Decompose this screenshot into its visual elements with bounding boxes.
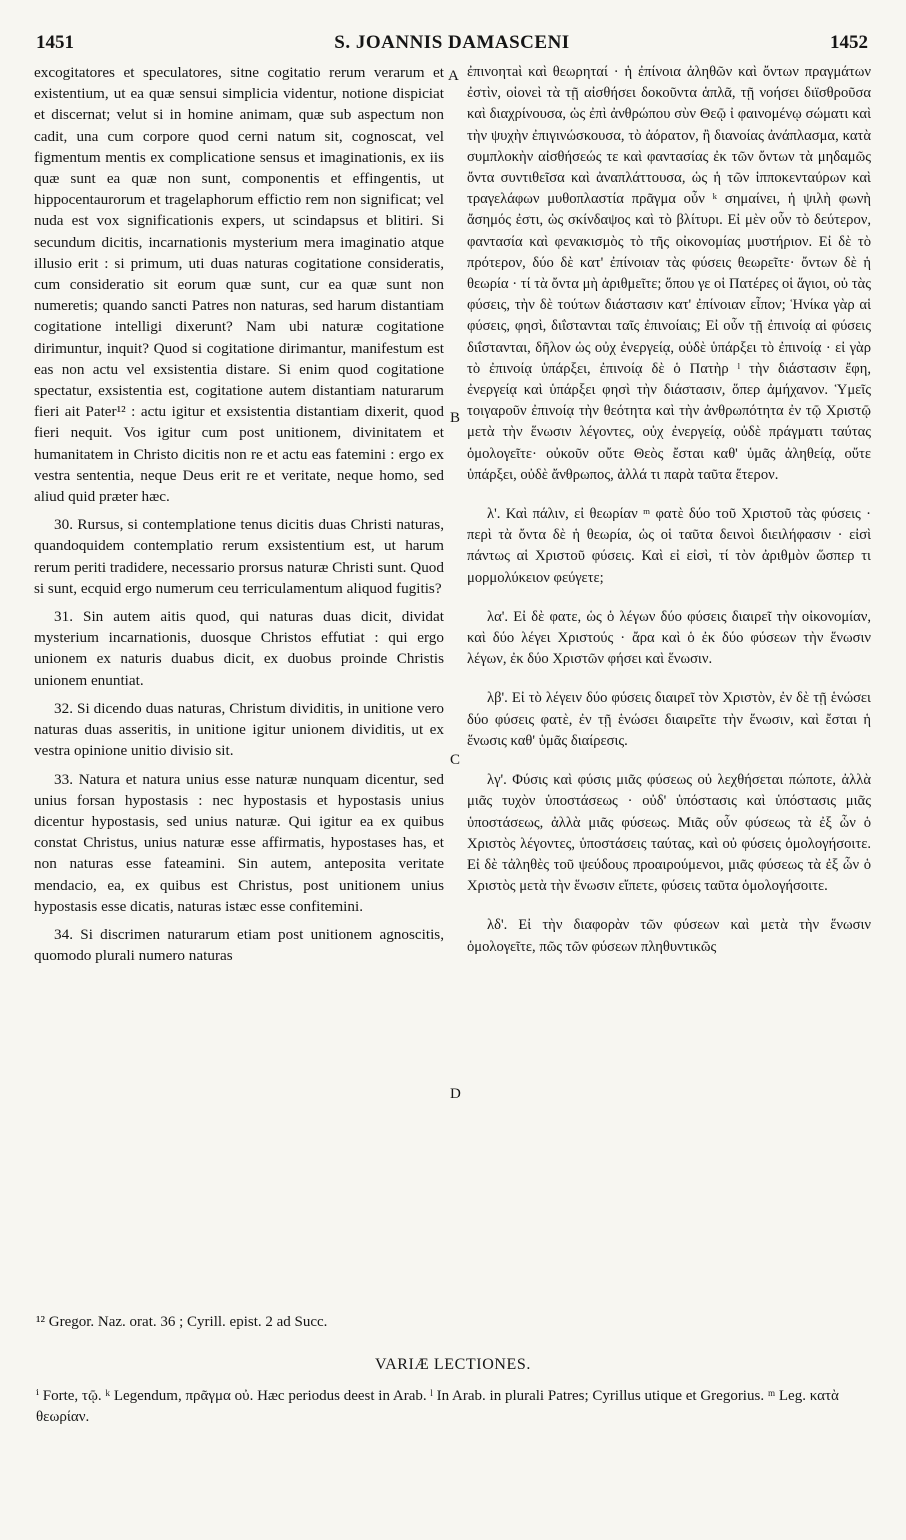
latin-paragraph-33: 33. Natura et natura unius esse naturæ nunquam dicentur, sed unius forsan hypostasis : nec hypostasis et hypostasis unius dicentur hypostasis, sed unius naturæ. Qui igitur ea ex quibus constat Christus, unius naturæ esse affirmatis, hypostases has, et non naturas esse fateamini. Sin autem, anteposita veritate mendacio, ea, ex quibus est Christus, post unitionem unius hypostasis esse dicatis, naturas istæc esse confitemini. — [34, 770, 444, 915]
latin-paragraph-29: excogitatores et speculatores, sitne cogitatio rerum verarum et existentium, ut ea quæ sensui simplicia videntur, notione dispiciat et discernat; velut si in homine animam, quæ sub aspectum non cadit, una cum corpore quod cerni natum sit, cognoscat, vel figmentum mentis ex complicatione sensus et imaginationis, ex iis quæ sunt ea quæ non sunt, componentis et effingentis, ut hippocentaurorum et tragelaphorum effictio rem non significat; vel nuda est vox significationis expers, ut scindapsus et blitiri. Si secundum dicitis, incarnationis mysterium mera imaginatio atque illusio erit : si primum, uti duas naturas cogitatione consideratis, cum consideratio sit eorum quæ sunt, cur ea quæ sunt non numeretis; quando sancti Patres non naturas, sed harum distantiam cogitatione intelligi dixerunt? Nam ubi naturæ cogitatione dirimuntur, inquit? Quod si cogitatione dirimantur, manifestum est eas non actu vel exsistentia distare. Si enim quod cogitatione spectatur, exsistentia est, cogitatione autem distantiam naturarum fieri ait Pater¹² : actu igitur et exsistentia distantiam dixerit, quod fieri nequit. Vos igitur cum post unitionem, divinitatem et humanitatem in Christo dicitis non re et actu eas fatemini : ergo ex vestra sententia, neque Deus erit re et veritate, neque homo, sed aliud quid præter hæc. — [34, 64, 444, 506]
page-header — [36, 32, 868, 58]
page-number-left: 1451 — [36, 32, 74, 53]
latin-paragraph-32: 32. Si dicendo duas naturas, Christum dividitis, in unitione vero naturas duas asseritis, in unitione igitur unionem dividitis, ut ex vestra opinione unitio divisio sit. — [34, 699, 444, 760]
greek-paragraph-30: λ'. Καὶ πάλιν, εἰ θεωρίαν ᵐ φατὲ δύο τοῦ Χριστοῦ τὰς φύσεις · περὶ τὰ ὄντα δὲ ἡ θεωρία, ὡς οἱ ταῦτα δεινοὶ διειλήφασιν · εἰσὶ πάντως αἱ Χριστοῦ φύσεις. Καὶ εἰ εἰσὶ, τί τὸν ἀριθμὸν ὥσπερ τι μορμολύκειον φεύγετε; — [467, 506, 871, 586]
running-title: S. JOANNIS DAMASCENI — [334, 32, 570, 53]
variae-lectiones-notes: ⁱ Forte, τῷ. ᵏ Legendum, πρᾶγμα οὐ. Hæc periodus deest in Arab. ˡ In Arab. in plurali Patres; Cyrillus utique et Gregorius. ᵐ Leg. κατὰ θεωρίαν. — [36, 1388, 839, 1425]
margin-letter-c: C — [450, 752, 461, 768]
greek-paragraph-31: λα'. Εἰ δὲ φατε, ὡς ὁ λέγων δύο φύσεις διαιρεῖ τὴν οἰκονομίαν, καὶ δύο λέγει Χριστούς · ἄρα καὶ ὁ ἐκ δύο φύσεων τὴν ἕνωσιν λέγων, ἐκ δύο Χριστῶν φήσει καὶ ἕνωσιν. — [467, 608, 871, 668]
margin-letter-a: A — [448, 68, 459, 84]
source-footnote: ¹² Gregor. Naz. orat. 36 ; Cyrill. epist. 2 ad Succ. — [36, 1314, 328, 1330]
latin-paragraph-30: 30. Rursus, si contemplatione tenus dicitis duas Christi naturas, quandoquidem contemplatio rerum exsistentium est, ut harum rerum periti tradidere, necessario prorsus naturæ Christi sunt. Quod si sunt, ecquid ergo numerum ceu terriculamentum aliquod fugitis? — [34, 516, 444, 597]
greek-column — [467, 62, 871, 958]
greek-paragraph-29: ἐπινοητaὶ καὶ θεωρηταί · ἡ ἐπίνοια ἀληθῶν καὶ ὄντων πραγμάτων ἐστὶν, οἱονεὶ τὰ τῇ αἰσθήσει δοκοῦντα ἁπλᾶ, τῇ νοήσει διϊσθροῦσα καὶ διαχρίνουσα, ὡς ἐπὶ ἀνθρώπου σὺν Θεῷ ἰ φαινομένῳ σώματι καὶ τὴν ψυχὴν ἐπιγινώσκουσα, τὸ ἀόρατον, ἢ διανοίας ἀνάπλασμα, κατὰ συμπλοκὴν αἰσθήσεώς τε καὶ φαντασίας ἐκ τῶν ὄντων τὰ μηδαμῶς ὄντα συντιθεῖσα καὶ ἀναπλάττουσα, ὡς ἡ τῶν ἱπποκενταύρων καὶ τραγελάφων μυθοπλαστία πρᾶγμα οὖν ᵏ σημαίνει, ἡ ψιλὴ φωνὴ ἄσημός ἐστι, ὡς σκίνδαψος καὶ τὸ βλίτυρι. Εἰ μὲν οὖν τὸ δεύτερον, φαντασία καὶ φενακισμὸς τὸ τῆς οἰκονομίας μυστήριον. Εἰ δὲ τὸ πρότερον, δύο δὲ κατ' ἐπίνοιαν τὰς φύσεις θεωρεῖτε· ὄντων δὲ ἡ θεωρία · τί τὰ ὄντα μὴ ἀριθμεῖτε; ὅπου γε οἱ Πατέρες οἱ ἅγιοι, οὐ τὰς φύσεις, τὴν δὲ τούτων διάστασιν κατ' ἐπίνοιαν εἶπον; Ἡνίκα γὰρ αἱ φύσεις, φησὶ, διΐστανται ταῖς ἐπινοίαις; Εἰ οὖν τῇ ἐπινοίᾳ αἱ φύσεις διΐστανται, δῆλον ὡς οὐχ ἐνεργείᾳ, οὐδὲ ὑπάρξει τὸ ἐπινοίᾳ · εἰ γὰρ τὸ ἐπινοίᾳ ὑπάρξει, ἐπινοίᾳ δὲ ὁ Πατὴρ ˡ τὴν διάστασιν ἔφη, ἐνεργείᾳ καὶ ὑπάρξει φησὶ τὴν διάστασιν, ὅπερ ἀμήχανον. Ὑμεῖς τοιγαροῦν ἐπινοίᾳ τὴν θεότητα καὶ τὴν ἀνθρωπότητα ἐν τῷ Χριστῷ μετὰ τὴν ἕνωσιν λέγοντες, οὐχ ἐνεργείᾳ, οὐδὲ πράγματι ταύτας ὁμολογεῖτε· οὐκοῦν οὔτε Θεὸς ἔσται καθ' ὑμᾶς ἀληθείᾳ, οὔτε ὑπάρξει, οὐδὲ ἄνθρωπος, ἀλλά τι παρὰ ταῦτα ἕτερον. — [467, 64, 871, 483]
greek-paragraph-34: λδ'. Εἰ τὴν διαφορὰν τῶν φύσεων καὶ μετὰ τὴν ἕνωσιν ὁμολογεῖτε, πῶς τῶν φύσεων πληθυντικῶς — [467, 917, 871, 955]
margin-letter-d: D — [450, 1086, 461, 1102]
latin-column — [34, 62, 444, 966]
variae-lectiones-title: VARIÆ LECTIONES. — [375, 1356, 531, 1373]
greek-paragraph-32: λβ'. Εἰ τὸ λέγειν δύο φύσεις διαιρεῖ τὸν Χριστὸν, ἐν δὲ τῇ ἑνώσει δύο φύσεις φατὲ, ἐν τῇ ἑνώσει διαιρεῖτε τὴν ἕνωσιν, καὶ ἔσται ἡ ἕνωσις καθ' ὑμᾶς διαίρεσις. — [467, 690, 871, 749]
page-number-right: 1452 — [830, 32, 868, 53]
margin-letter-b: B — [450, 410, 461, 426]
latin-paragraph-34: 34. Si discrimen naturarum etiam post unitionem agnoscitis, quomodo plurali numero naturas — [34, 925, 444, 965]
greek-paragraph-33: λγ'. Φύσις καὶ φύσις μιᾶς φύσεως οὐ λεχθήσεται πώποτε, ἀλλὰ μιᾶς τυχὸν ὑποστάσεως · οὐδ' ὑπόστασις καὶ ὑπόστασις μιᾶς ὑποστάσεως, ἀλλὰ μιᾶς φύσεως. Μιᾶς οὖν φύσεως τὰ ἐξ ὧν ὁ Χριστὸς λέγοντες, ὑποστάσεις ταύτας, καὶ οὐ φύσεις ὁμολογήσοιτε. Εἰ δὲ τἀληθὲς τοῦ ψεύδους προαιρούμενοι, μιᾶς φύσεως τὰ ἐξ ὧν ὁ Χριστὸς μετὰ τὴν ἕνωσιν εἴπετε, φύσεις ταῦτα ὁμολογήσοιτε. — [467, 772, 871, 895]
latin-paragraph-31: 31. Sin autem aitis quod, qui naturas duas dicit, dividat mysterium incarnationis, duosque Christos effutiat : qui ergo unionem ex naturis duabus dicit, ex duobus proinde Christis unionem enuntiat. — [34, 608, 444, 689]
